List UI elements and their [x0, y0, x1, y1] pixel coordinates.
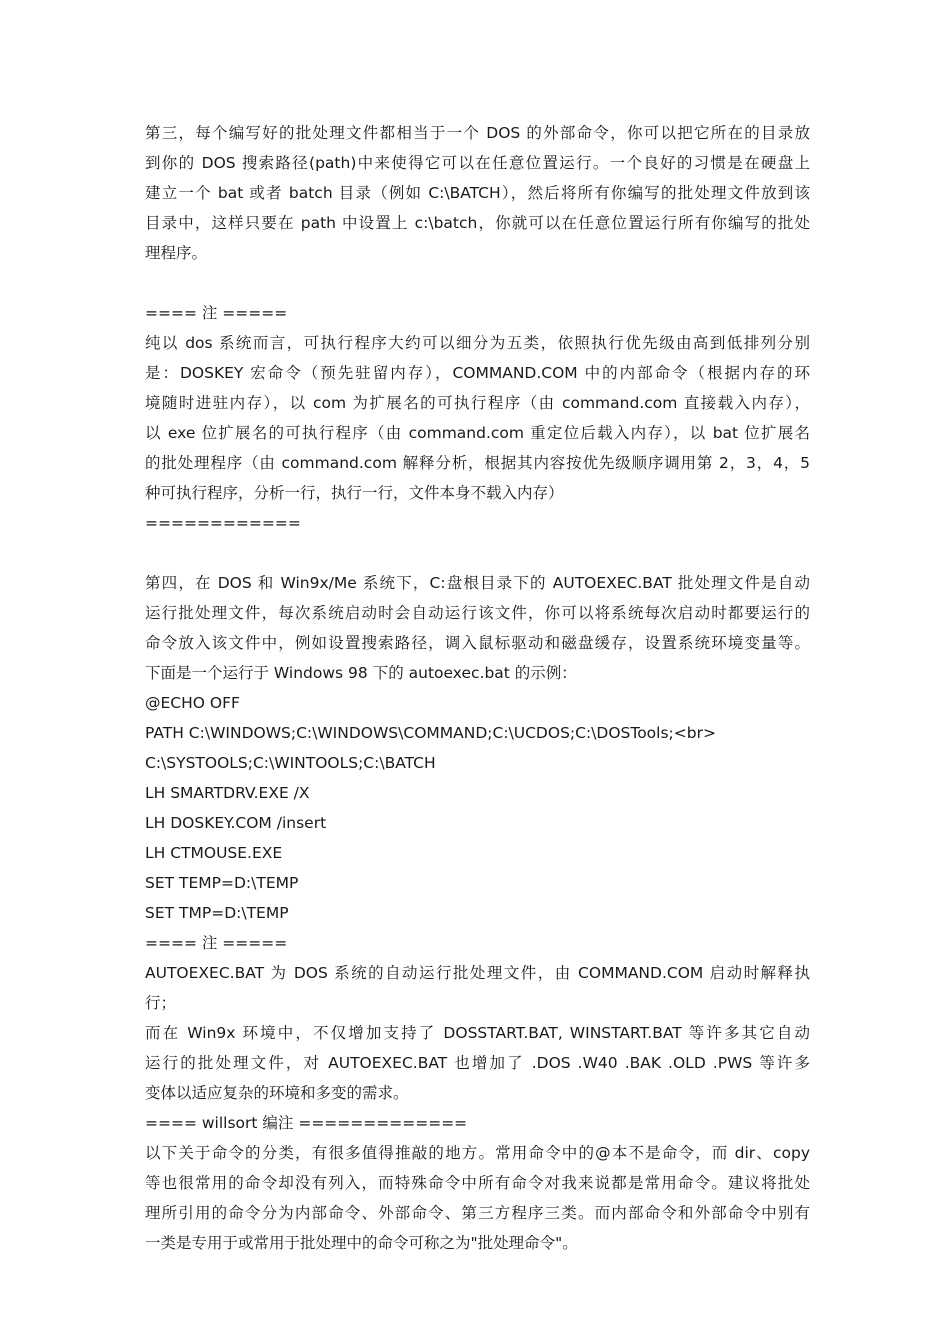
text-line: AUTOEXEC.BAT 为 DOS 系统的自动运行批处理文件，由 COMMAND.COM 启动时解释执 [145, 964, 810, 982]
note-footer: ============ [145, 514, 301, 532]
text-line: 以下关于命令的分类，有很多值得推敲的地方。常用命令中的@本不是命令，而 dir、copy [145, 1144, 810, 1162]
text-line: 一类是专用于或常用于批处理中的命令可称之为"批处理命令"。 [145, 1234, 578, 1252]
text-line: 变体以适应复杂的环境和多变的需求。 [145, 1084, 409, 1102]
paragraph-spacer [145, 538, 810, 568]
document-body [145, 118, 810, 1258]
paragraph-spacer [145, 268, 810, 298]
code-line: SET TMP=D:\TEMP [145, 904, 289, 922]
text-line: 命令放入该文件中，例如设置搜索路径，调入鼠标驱动和磁盘缓存，设置系统环境变量等。 [145, 634, 810, 652]
text-line: 下面是一个运行于 Windows 98 下的 autoexec.bat 的示例： [145, 664, 577, 682]
code-line: LH DOSKEY.COM /insert [145, 814, 327, 832]
code-line: LH CTMOUSE.EXE [145, 844, 283, 862]
text-line: 第四，在 DOS 和 Win9x/Me 系统下，C:盘根目录下的 AUTOEXEC.BAT 批处理文件是自动 [145, 574, 811, 592]
note-header: ==== 注 ===== [145, 304, 288, 322]
text-line: 行； [145, 994, 177, 1012]
code-line: C:\SYSTOOLS;C:\WINTOOLS;C:\BATCH [145, 754, 436, 772]
note-autoexec [145, 928, 810, 1108]
text-line: 目录中，这样只要在 path 中设置上 c:\batch，你就可以在任意位置运行所有你编写的批处 [145, 214, 810, 232]
text-line: 理所引用的命令分为内部命令、外部命令、第三方程序三类。而内部命令和外部命令中别有 [145, 1204, 810, 1222]
autoexec-code-sample [145, 688, 810, 928]
text-line: 而在 Win9x 环境中，不仅增加支持了 DOSSTART.BAT, WINSTART.BAT 等许多其它自动 [145, 1024, 810, 1042]
note-header: ==== 注 ===== [145, 934, 288, 952]
text-line: 的批处理程序（由 command.com 解释分析，根据其内容按优先级顺序调用第 2，3，4，5 [145, 454, 810, 472]
text-line: 以 exe 位扩展名的可执行程序（由 command.com 重定位后载入内存），以 bat 位扩展名 [145, 424, 810, 442]
paragraph-third [145, 118, 810, 268]
note-willsort [145, 1108, 810, 1258]
text-line: 纯以 dos 系统而言，可执行程序大约可以细分为五类，依照执行优先级由高到低排列分别 [145, 334, 810, 352]
text-line: 等也很常用的命令却没有列入，而特殊命令中所有命令对我来说都是常用命令。建议将批处 [145, 1174, 810, 1192]
code-line: @ECHO OFF [145, 694, 240, 712]
text-line: 理程序。 [145, 244, 208, 262]
text-line: 到你的 DOS 搜索路径(path)中来使得它可以在任意位置运行。一个良好的习惯是在硬盘上 [145, 154, 810, 172]
note-header: ==== willsort 编注 ============= [145, 1114, 468, 1132]
text-line: 建立一个 bat 或者 batch 目录（例如 C:\BATCH），然后将所有你编写的批处理文件放到该 [145, 184, 810, 202]
code-line: SET TEMP=D:\TEMP [145, 874, 299, 892]
paragraph-fourth [145, 568, 810, 688]
note-executable-priority [145, 298, 810, 538]
text-line: 种可执行程序，分析一行，执行一行，文件本身不载入内存） [145, 484, 564, 502]
text-line: 第三，每个编写好的批处理文件都相当于一个 DOS 的外部命令，你可以把它所在的目录放 [145, 124, 810, 142]
code-line: LH SMARTDRV.EXE /X [145, 784, 310, 802]
text-line: 运行批处理文件，每次系统启动时会自动运行该文件，你可以将系统每次启动时都要运行的 [145, 604, 810, 622]
text-line: 运行的批处理文件，对 AUTOEXEC.BAT 也增加了 .DOS .W40 .BAK .OLD .PWS 等许多 [145, 1054, 810, 1072]
code-line: PATH C:\WINDOWS;C:\WINDOWS\COMMAND;C:\UCDOS;C:\DOSTools;<br> [145, 724, 716, 742]
text-line: 境随时进驻内存），以 com 为扩展名的可执行程序（由 command.com 直接载入内存）， [145, 394, 810, 412]
text-line: 是：DOSKEY 宏命令（预先驻留内存），COMMAND.COM 中的内部命令（根据内存的环 [145, 364, 810, 382]
